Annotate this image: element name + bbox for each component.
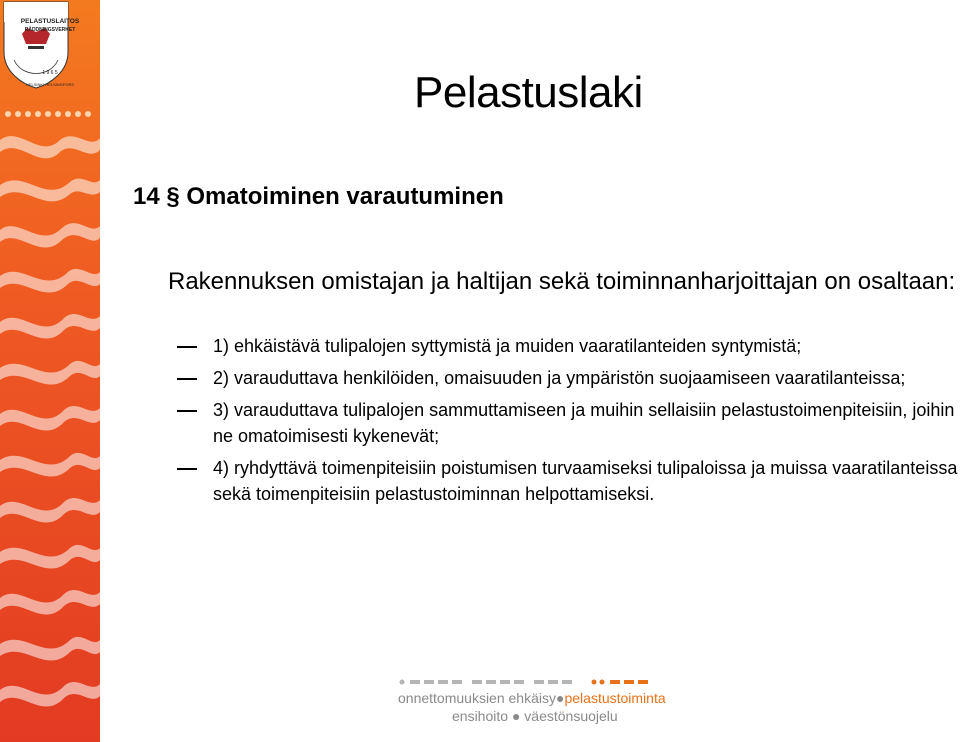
list-item-text: 1) ehkäistävä tulipalojen syttymistä ja muiden vaaratilanteiden syntymistä; — [213, 336, 802, 356]
footer-dash-decoration — [398, 678, 698, 686]
list-item — [177, 455, 960, 507]
footer-tagline — [398, 678, 698, 728]
logo-text — [18, 18, 82, 34]
obligations-list — [177, 333, 960, 513]
list-item — [177, 333, 960, 359]
list-item — [177, 365, 960, 391]
logo-title: PELASTUSLAITOS — [20, 18, 80, 25]
section-heading: 14 § Omatoiminen varautuminen — [133, 183, 504, 210]
dash-bullet-icon — [177, 346, 197, 348]
list-item-text: 2) varauduttava henkilöiden, omaisuuden ja ympäristön suojaamiseen vaaratilanteissa; — [213, 368, 906, 388]
flame-decoration-band — [0, 0, 100, 742]
logo-subtitle: RÄDDNINGSVERKET — [24, 27, 76, 33]
intro-text: Rakennuksen omistajan ja haltijan sekä toiminnanharjoittajan on osaltaan: — [168, 268, 956, 295]
footer-text-prevention: onnettomuuksien ehkäisy — [398, 690, 556, 706]
flame-pattern — [0, 0, 100, 742]
footer-bullet-icon: ● — [511, 708, 521, 724]
logo-year: 1 9 6 5 — [42, 70, 58, 76]
footer-text-emergency-care: ensihoito — [452, 708, 509, 724]
dash-bullet-icon — [177, 468, 197, 470]
footer-bullet-icon: ● — [556, 690, 565, 706]
footer-line-2 — [452, 708, 618, 724]
pelastuslaitos-logo — [0, 0, 72, 90]
list-item-text: 3) varauduttava tulipalojen sammuttamiseen ja muihin sellaisiin pelastustoimenpiteisiin, joihin ne omatoimisesti kykenevät; — [213, 400, 955, 446]
dash-bullet-icon — [177, 410, 197, 412]
footer-line-1 — [398, 690, 666, 706]
footer-text-rescue: pelastustoiminta — [564, 690, 666, 706]
logo-arc-text: HELSINKI HELSINGFORS — [25, 82, 74, 87]
list-item-text: 4) ryhdyttävä toimenpiteisiin poistumisen turvaamiseksi tulipaloissa ja muissa vaaratilanteissa sekä toimenpiteisiin pelastustoiminnan helpottamiseksi. — [213, 458, 958, 504]
dash-bullet-icon — [177, 378, 197, 380]
footer-text-civil-defence: väestönsuojelu — [524, 708, 618, 724]
slide-title: Pelastuslaki — [414, 68, 643, 117]
list-item — [177, 397, 960, 449]
